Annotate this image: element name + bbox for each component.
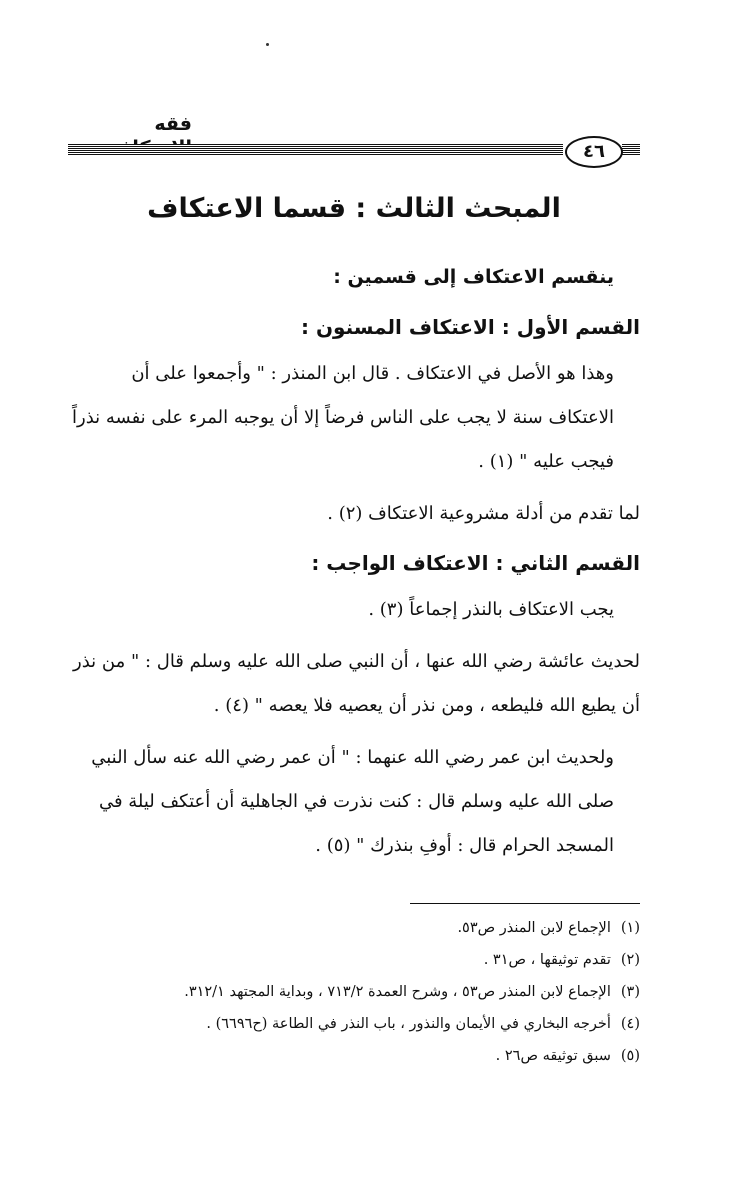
footnote-number: (٥) (620, 1048, 640, 1064)
part2-paragraph-2: لحديث عائشة رضي الله عنها ، أن النبي صلى الله عليه وسلم قال : " من نذر أن يطيع الله فليطعه ، ومن نذر أن يعصيه فلا يعصه " (٤) . (73, 651, 640, 716)
part1-paragraph-1: وهذا هو الأصل في الاعتكاف . قال ابن المنذر : " وأجمعوا على أن الاعتكاف سنة لا يجب على الناس فرضاً إلا أن يوجبه المرء على نفسه نذراً فيجب عليه " (١) . (72, 363, 614, 472)
footnote-number: (٤) (620, 1016, 640, 1032)
footnote (68, 976, 640, 1008)
footnote-text: سبق توثيقه ص٢٦ . (495, 1048, 611, 1064)
footnote (68, 1040, 640, 1072)
part2-paragraph-1: يجب الاعتكاف بالنذر إجماعاً (٣) . (368, 599, 614, 620)
main-content (68, 186, 640, 868)
footnote (68, 944, 640, 976)
footnotes (68, 912, 640, 1072)
footnote-text: الإجماع لابن المنذر ص٥٣. (457, 920, 611, 936)
footnote-text: تقدم توثيقها ، ص٣١ . (483, 952, 611, 968)
part2-paragraph-3: ولحديث ابن عمر رضي الله عنهما : " أن عمر رضي الله عنه سأل النبي صلى الله عليه وسلم قال : كنت نذرت في الجاهلية أن أعتكف ليلة في المسجد الحرام قال : أوفِ بنذرك " (٥) . (91, 747, 614, 856)
footnote (68, 912, 640, 944)
footnote-separator (410, 903, 640, 904)
page-number: ٤٦ (565, 136, 623, 168)
header-rule-right (622, 144, 640, 156)
footnote (68, 1008, 640, 1040)
footnote-number: (٣) (620, 984, 640, 1000)
footnote-number: (٢) (620, 952, 640, 968)
part1-heading: القسم الأول : الاعتكاف المسنون : (301, 315, 640, 339)
footnote-number: (١) (620, 920, 640, 936)
section-title: المبحث الثالث : قسما الاعتكاف (147, 193, 561, 224)
header-rule (68, 142, 640, 166)
part1-paragraph-2: لما تقدم من أدلة مشروعية الاعتكاف (٢) . (327, 503, 640, 524)
footnote-text: أخرجه البخاري في الأيمان والنذور ، باب النذر في الطاعة (ح٦٦٩٦) . (206, 1016, 611, 1032)
header-rule-left (68, 144, 563, 156)
running-title: فقه (154, 113, 192, 135)
scan-speck (266, 43, 269, 46)
intro-line: ينقسم الاعتكاف إلى قسمين : (333, 266, 614, 288)
part2-heading: القسم الثاني : الاعتكاف الواجب : (311, 551, 640, 575)
footnote-text: الإجماع لابن المنذر ص٥٣ ، وشرح العمدة ٧١٣/٢ ، وبداية المجتهد ٣١٢/١. (184, 984, 611, 1000)
